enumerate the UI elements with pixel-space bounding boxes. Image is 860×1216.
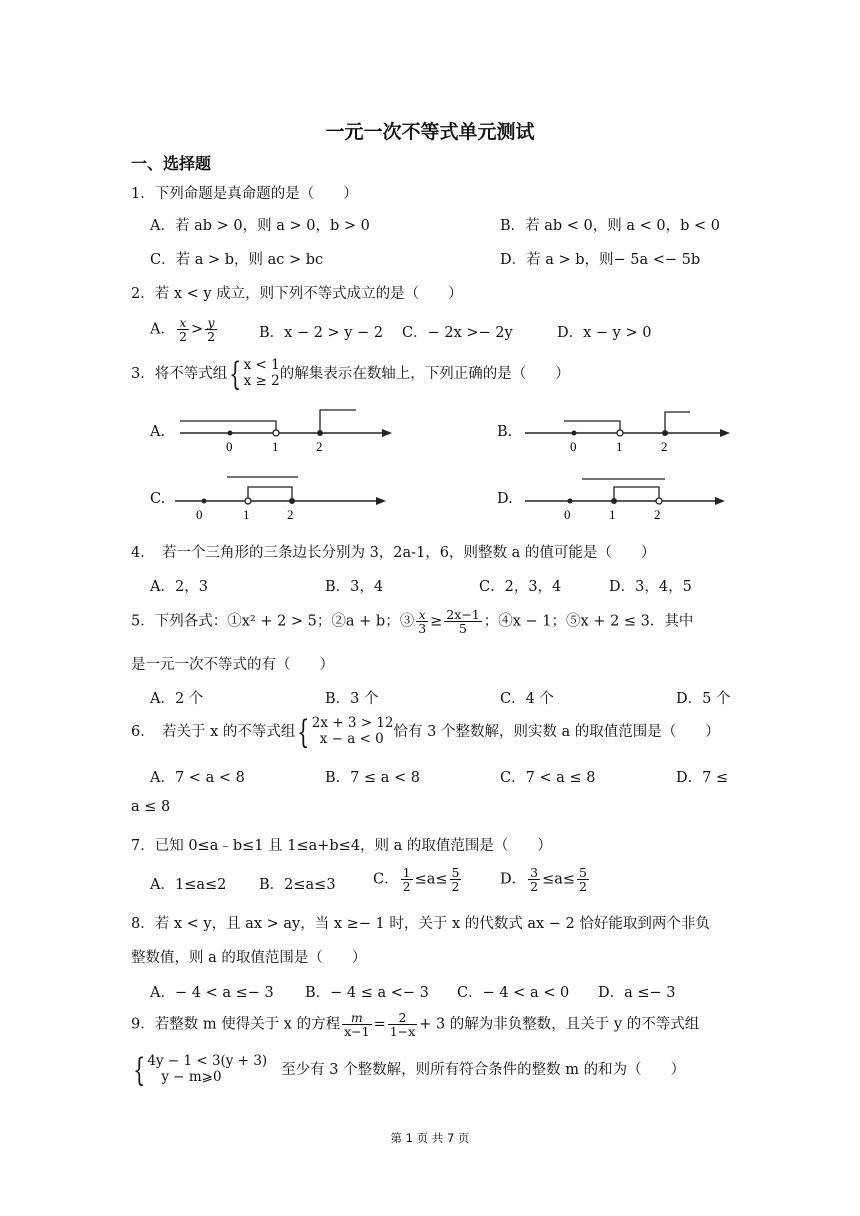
q2-option-d: D．x − y > 0 [557, 325, 652, 341]
tick-label: 1 [243, 507, 250, 522]
fraction: $\frac{5}{2}$ [579, 865, 587, 895]
tick-label: 0 [226, 439, 233, 454]
q6-option-d-cont: a ≤ 8 [131, 799, 171, 815]
tick-label: 2 [287, 507, 294, 522]
fraction: $\frac{2x-1}{5}$ [446, 607, 480, 637]
q6-option-d: D．7 ≤ [676, 770, 729, 786]
number-line-c [170, 470, 400, 526]
q1-option-c: C．若 a > b，则 ac > bc [150, 252, 324, 268]
q8-option-d: D．a ≤− 3 [598, 985, 676, 1001]
q5-option-a: A．2 个 [150, 691, 204, 707]
q5-option-d: D．5 个 [676, 691, 731, 707]
q7-stem: 7．已知 0≤a﹣b≤1 且 1≤a+b≤4，则 a 的取值范围是（ ） [131, 838, 552, 854]
q4-option-c: C．2，3，4 [479, 579, 562, 595]
fraction: $\frac{2}{1-x}$ [389, 1010, 416, 1040]
number-line-d [520, 470, 740, 526]
q6-option-b: B．7 ≤ a < 8 [325, 770, 420, 786]
brace: { [133, 1051, 146, 1089]
q8-option-b: B．− 4 ≤ a <− 3 [305, 985, 429, 1001]
fraction: $\frac{3}{2}$ [530, 865, 539, 895]
q6-option-c: C．7 < a ≤ 8 [500, 770, 596, 786]
q1-stem: 1．下列命题是真命题的是（ ） [131, 186, 358, 202]
q7-option-b: B．2≤a≤3 [259, 877, 336, 893]
q4-option-b: B．3，4 [325, 579, 384, 595]
q7-option-c: C． $\frac{1}{2}$ ≤a≤ $\frac{5}{2}$ [373, 865, 460, 895]
q9-stem-cont: { 4y − 1 < 3(y + 3) y − m⩾0 至少有 3 个整数解，则所有符合条件的整数 m 的和为（ ） [133, 1051, 686, 1089]
q4-option-a: A．2，3 [150, 579, 208, 595]
tick-label: 0 [570, 439, 577, 454]
q8-stem: 8．若 x < y，且 ax > ay，当 x ≥− 1 时，关于 x 的代数式 ax − 2 恰好能取到两个非负 [131, 916, 710, 932]
q9-stem: 9．若整数 m 使得关于 x 的方程 $\frac{m}{x-1}$ = $\frac{2}{1-x}$ + 3 的解为非负整数，且关于 y 的不等式组 [131, 1010, 700, 1040]
tick-label: 2 [661, 439, 668, 454]
q1-option-a: A．若 ab > 0，则 a > 0，b > 0 [150, 218, 370, 234]
page-title: 一元一次不等式单元测试 [325, 121, 535, 143]
q3-option-c-label: C. [150, 491, 166, 507]
fraction: $\frac{5}{2}$ [451, 865, 460, 895]
tick-label: 2 [654, 507, 661, 522]
q6-stem: 6． 若关于 x 的不等式组{ 2x + 3 > 12 x − a < 0 恰有 3 个整数解，则实数 a 的取值范围是（ ） [131, 713, 720, 751]
section-heading: 一、选择题 [131, 154, 212, 173]
page-footer: 第 1 页 共 7 页 [390, 1131, 470, 1145]
q5-option-c: C．4 个 [500, 691, 554, 707]
q2-stem: 2．若 x < y 成立，则下列不等式成立的是（ ） [131, 286, 463, 302]
fraction: $\frac{y}{2}$ [207, 315, 216, 345]
fraction: $\frac{x}{2}$ [178, 315, 187, 345]
q7-option-d: D． $\frac{3}{2}$ ≤a≤ $\frac{5}{2}$ [500, 865, 587, 895]
q2-option-c: C．− 2x >− 2y [402, 325, 513, 341]
tick-label: 0 [196, 507, 203, 522]
tick-label: 1 [616, 439, 623, 454]
q6-option-a: A．7 < a < 8 [150, 770, 245, 786]
number-line-a [170, 400, 400, 458]
tick-label: 1 [609, 507, 616, 522]
q3-option-a-label: A. [150, 424, 166, 440]
q3-stem: 3．将不等式组{ x < 1 x ≥ 2 的解集表示在数轴上，下列正确的是（ ） [131, 355, 570, 393]
q3-option-d-label: D. [497, 491, 513, 507]
inequality-system: 2x + 3 > 12 x − a < 0 [311, 715, 394, 747]
brace: { [297, 713, 310, 751]
fraction: $\frac{m}{x-1}$ [344, 1010, 370, 1040]
q1-option-b: B．若 ab < 0，则 a < 0，b < 0 [500, 218, 721, 234]
tick-label: 1 [272, 439, 279, 454]
q5-stem: 5．下列各式：①x² + 2 > 5；②a + b；③ $\frac{x}{3}$ ≥ $\frac{2x-1}{5}$ ；④x − 1；⑤x + 2 ≤ 3．其中 [131, 607, 694, 637]
fraction: $\frac{1}{2}$ [402, 865, 411, 895]
inequality-system: 4y − 1 < 3(y + 3) y − m⩾0 [147, 1053, 268, 1085]
q5-option-b: B．3 个 [325, 691, 379, 707]
tick-label: 0 [564, 507, 571, 522]
q3-option-b-label: B. [497, 424, 513, 440]
q4-stem: 4． 若一个三角形的三条边长分别为 3，2a-1，6，则整数 a 的值可能是（ ） [131, 545, 656, 561]
q8-option-a: A．− 4 < a ≤− 3 [150, 985, 274, 1001]
q2-option-a: A． $\frac{x}{2}$ > $\frac{y}{2}$ [150, 315, 216, 345]
q7-option-a: A．1≤a≤2 [150, 877, 227, 893]
q8-stem-cont: 整数值，则 a 的取值范围是（ ） [131, 950, 367, 966]
fraction: $\frac{x}{3}$ [418, 607, 427, 637]
q5-stem-cont: 是一元一次不等式的有（ ） [131, 657, 334, 673]
q8-option-c: C．− 4 < a < 0 [457, 985, 570, 1001]
q1-option-d: D．若 a > b，则− 5a <− 5b [500, 252, 701, 268]
inequality-system: x < 1 x ≥ 2 [243, 357, 280, 389]
tick-label: 2 [316, 439, 323, 454]
q2-option-b: B．x − 2 > y − 2 [259, 325, 384, 341]
number-line-b [520, 400, 740, 458]
q4-option-d: D．3，4，5 [609, 579, 692, 595]
brace: { [229, 355, 242, 393]
